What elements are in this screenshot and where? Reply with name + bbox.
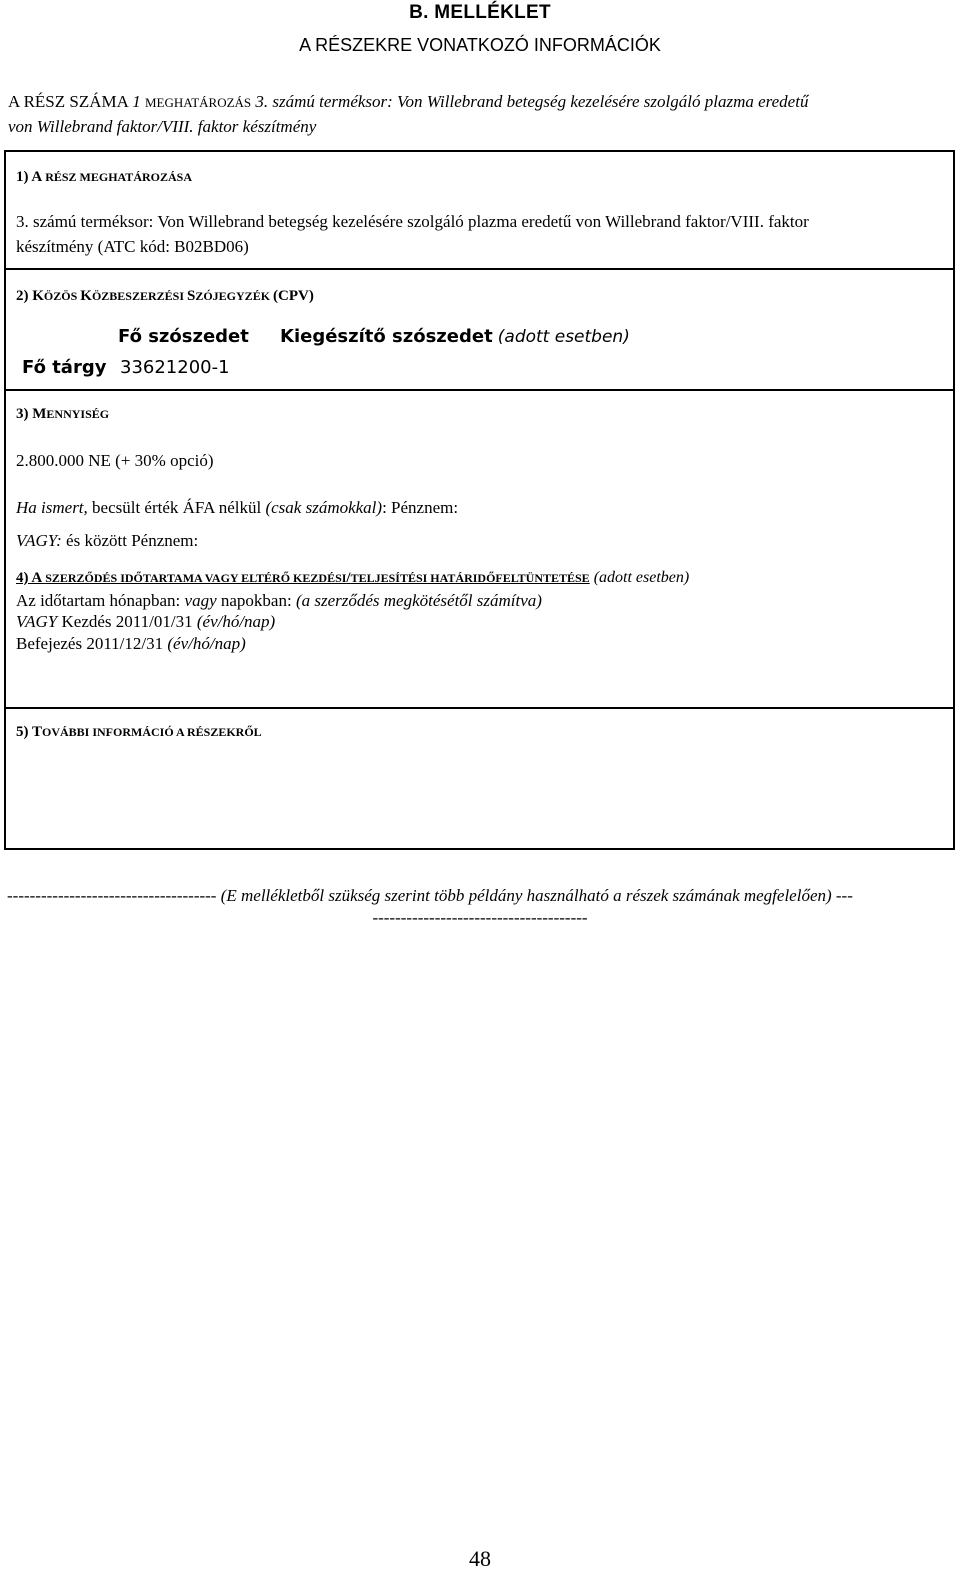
section1-text-line2: készítmény (ATC kód: B02BD06) (16, 237, 249, 256)
section2-heading-part: (CPV) (273, 288, 314, 304)
estimated-value-line (16, 498, 458, 518)
end-date-line (16, 634, 246, 654)
duration-months: Az időtartam hónapban: (16, 591, 185, 610)
section3-heading-part: ENNYISÉG (46, 407, 110, 421)
section1-text-line1: 3. számú terméksor: Von Willebrand betegség kezelésére szolgáló plazma eredetű von Willebrand faktor/VIII. faktor (16, 212, 809, 231)
annex-title: B. MELLÉKLET (409, 2, 551, 23)
section3-heading (16, 406, 109, 423)
estimate-if-known: Ha ismert, (16, 498, 88, 517)
annex-note-line2: -------------------------------------- (372, 908, 588, 927)
range-or: VAGY: (16, 531, 62, 550)
duration-or: vagy (184, 591, 217, 610)
part-description-line1: 3. számú terméksor: Von Willebrand betegség kezelésére szolgáló plazma eredetű (255, 92, 809, 111)
part-meghatarozas-label: MEGHATÁROZÁS (144, 95, 252, 110)
section1-heading-number: 1) A (16, 169, 46, 185)
start-date-line (16, 612, 275, 632)
part-description-line2: von Willebrand faktor/VIII. faktor készítmény (8, 117, 317, 136)
section5-heading-part: OVÁBBI INFORMÁCIÓ A RÉSZEKRŐL (41, 725, 262, 739)
section1-heading (16, 169, 192, 186)
section4-heading-part: TELJESÍTÉSI HATÁRIDŐFELTÜNTETÉSE (350, 571, 590, 585)
quantity-value: 2.800.000 NE (+ 30% opció) (16, 451, 214, 470)
section4-heading-part: / (346, 570, 351, 586)
section2-heading-part: K (80, 288, 92, 304)
start-date-format: (év/hó/nap) (196, 612, 276, 631)
section5-heading (16, 724, 262, 741)
section3-heading-part: 3) M (16, 406, 47, 422)
section4-heading (16, 569, 689, 587)
cpv-supplementary-label: Kiegészítő szószedet (280, 326, 493, 347)
annex-subtitle: A RÉSZEKRE VONATKOZÓ INFORMÁCIÓK (299, 35, 661, 55)
section2-heading-part: ÖZBESZERZÉSI (91, 289, 187, 303)
section2-heading (16, 288, 314, 305)
cpv-supplementary-header (280, 326, 630, 347)
section2-heading-part: S (187, 288, 196, 304)
cpv-main-object-label: Fő tárgy (22, 357, 107, 378)
end-date: Befejezés 2011/12/31 (16, 634, 168, 653)
section4-heading-part: SZERZŐDÉS IDŐTARTAMA VAGY ELTÉRŐ KEZDÉSI (45, 571, 347, 585)
part-number-line (8, 92, 808, 112)
duration-days: napokban: (216, 591, 296, 610)
end-date-format: (év/hó/nap) (167, 634, 246, 653)
page-number: 48 (469, 1546, 491, 1571)
section1-heading-text: RÉSZ MEGHATÁROZÁSA (45, 170, 192, 184)
range-text: és között Pénznem: (61, 531, 199, 550)
section2-heading-part: 2) K (16, 288, 44, 304)
cpv-divider (4, 389, 955, 391)
cpv-main-vocabulary-header: Fő szószedet (118, 326, 249, 347)
estimate-currency: : Pénznem: (382, 498, 459, 517)
duration-line (16, 591, 542, 611)
range-value-line (16, 531, 198, 551)
section4-heading-note: (adott esetben) (589, 569, 690, 586)
cpv-main-object-code: 33621200-1 (120, 357, 230, 378)
section5-heading-part: 5) T (16, 724, 42, 740)
section2-heading-part: ZÓJEGYZÉK (195, 289, 274, 303)
part-number: 1 (132, 92, 141, 111)
start-date: Kezdés 2011/01/31 (57, 612, 197, 631)
section4-heading-part: 4) A (16, 570, 46, 586)
part-label: A RÉSZ SZÁMA (8, 92, 128, 111)
duration-note: (a szerződés megkötésétől számítva) (295, 591, 542, 610)
estimate-text: becsült érték ÁFA nélkül (87, 498, 266, 517)
estimate-numbers-only: (csak számokkal) (265, 498, 383, 517)
section2-heading-part: ÖZÖS (43, 289, 81, 303)
annex-note-line1: ------------------------------------- (E mellékletből szükség szerint több példány használható a részek számának megfelelően) --- (7, 886, 853, 905)
cpv-supplementary-note: (adott esetben) (497, 327, 630, 347)
start-or: VAGY (16, 612, 58, 631)
